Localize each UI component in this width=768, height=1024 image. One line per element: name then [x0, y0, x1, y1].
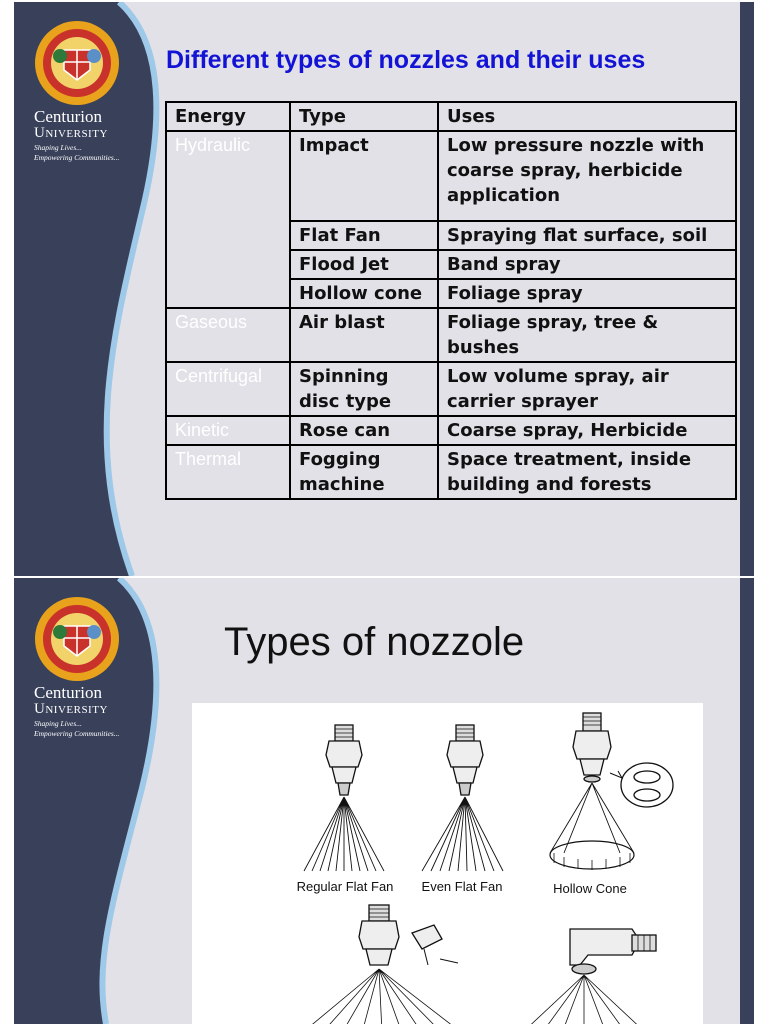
brand-name-line1: Centurion: [34, 107, 102, 126]
university-seal-logo: [34, 20, 120, 106]
nozzle-types-figure: [192, 703, 703, 1024]
energy-cell: Centrifugal: [166, 362, 290, 416]
type-cell: Hollow cone: [290, 279, 438, 308]
regular-flat-fan-illustration: [304, 725, 384, 871]
slide1-title: Different types of nozzles and their uses: [166, 46, 646, 74]
energy-cell: [166, 250, 290, 279]
hollow-cone-illustration: [550, 713, 673, 870]
brand-name-line2: University: [34, 125, 108, 141]
uses-cell: Foliage spray, tree & bushes: [438, 308, 736, 362]
nozzle-table: [165, 101, 737, 500]
slide2-title: Types of nozzole: [224, 620, 525, 664]
uses-cell: Low pressure nozzle with coarse spray, herbicide application: [438, 131, 736, 221]
even-flat-fan-illustration: [422, 725, 503, 871]
regular-flat-fan-label: Regular Flat Fan: [296, 879, 394, 894]
uses-cell: Low volume spray, air carrier sprayer: [438, 362, 736, 416]
table-row: [166, 308, 736, 362]
uses-cell: Spraying flat surface, soil: [438, 221, 736, 250]
energy-cell: Gaseous: [166, 308, 290, 362]
flood-jet-illustration: [302, 905, 462, 1024]
right-edge-bar: [740, 2, 754, 576]
header-uses: Uses: [438, 102, 736, 131]
brand-block: [34, 108, 164, 163]
type-cell: Air blast: [290, 308, 438, 362]
brand-name-line1: Centurion: [34, 683, 102, 702]
table-row: [166, 445, 736, 499]
type-cell: Flat Fan: [290, 221, 438, 250]
type-cell: Rose can: [290, 416, 438, 445]
brand-tagline1: Shaping Lives...: [34, 143, 82, 152]
brand-block: [34, 684, 164, 739]
energy-cell: Thermal: [166, 445, 290, 499]
uses-cell: Space treatment, inside building and forests: [438, 445, 736, 499]
type-cell: Spinning disc type: [290, 362, 438, 416]
even-flat-fan-label: Even Flat Fan: [421, 879, 503, 894]
uses-cell: Band spray: [438, 250, 736, 279]
header-energy: Energy: [166, 102, 290, 131]
energy-cell: [166, 279, 290, 308]
brand-tagline1: Shaping Lives...: [34, 719, 82, 728]
table-row: [166, 362, 736, 416]
brand-tagline2: Empowering Communities...: [34, 153, 120, 162]
hollow-cone-label: Hollow Cone: [553, 881, 627, 896]
energy-cell: Kinetic: [166, 416, 290, 445]
energy-cell: Hydraulic: [166, 131, 290, 221]
table-row: [166, 221, 736, 250]
elbow-nozzle-illustration: [522, 929, 656, 1024]
brand-tagline2: Empowering Communities...: [34, 729, 120, 738]
type-cell: Flood Jet: [290, 250, 438, 279]
type-cell: Fogging machine: [290, 445, 438, 499]
header-type: Type: [290, 102, 438, 131]
table-row: [166, 279, 736, 308]
nozzle-illustrations: [192, 703, 703, 1024]
table-row: [166, 131, 736, 221]
uses-cell: Foliage spray: [438, 279, 736, 308]
slide-2: [14, 578, 754, 1024]
type-cell: Impact: [290, 131, 438, 221]
uses-cell: Coarse spray, Herbicide: [438, 416, 736, 445]
slide-1: [14, 2, 754, 576]
energy-cell: [166, 221, 290, 250]
right-edge-bar: [740, 578, 754, 1024]
university-seal-logo: [34, 596, 120, 682]
brand-name-line2: University: [34, 701, 108, 717]
table-header-row: [166, 102, 736, 131]
table-row: [166, 250, 736, 279]
table-row: [166, 416, 736, 445]
